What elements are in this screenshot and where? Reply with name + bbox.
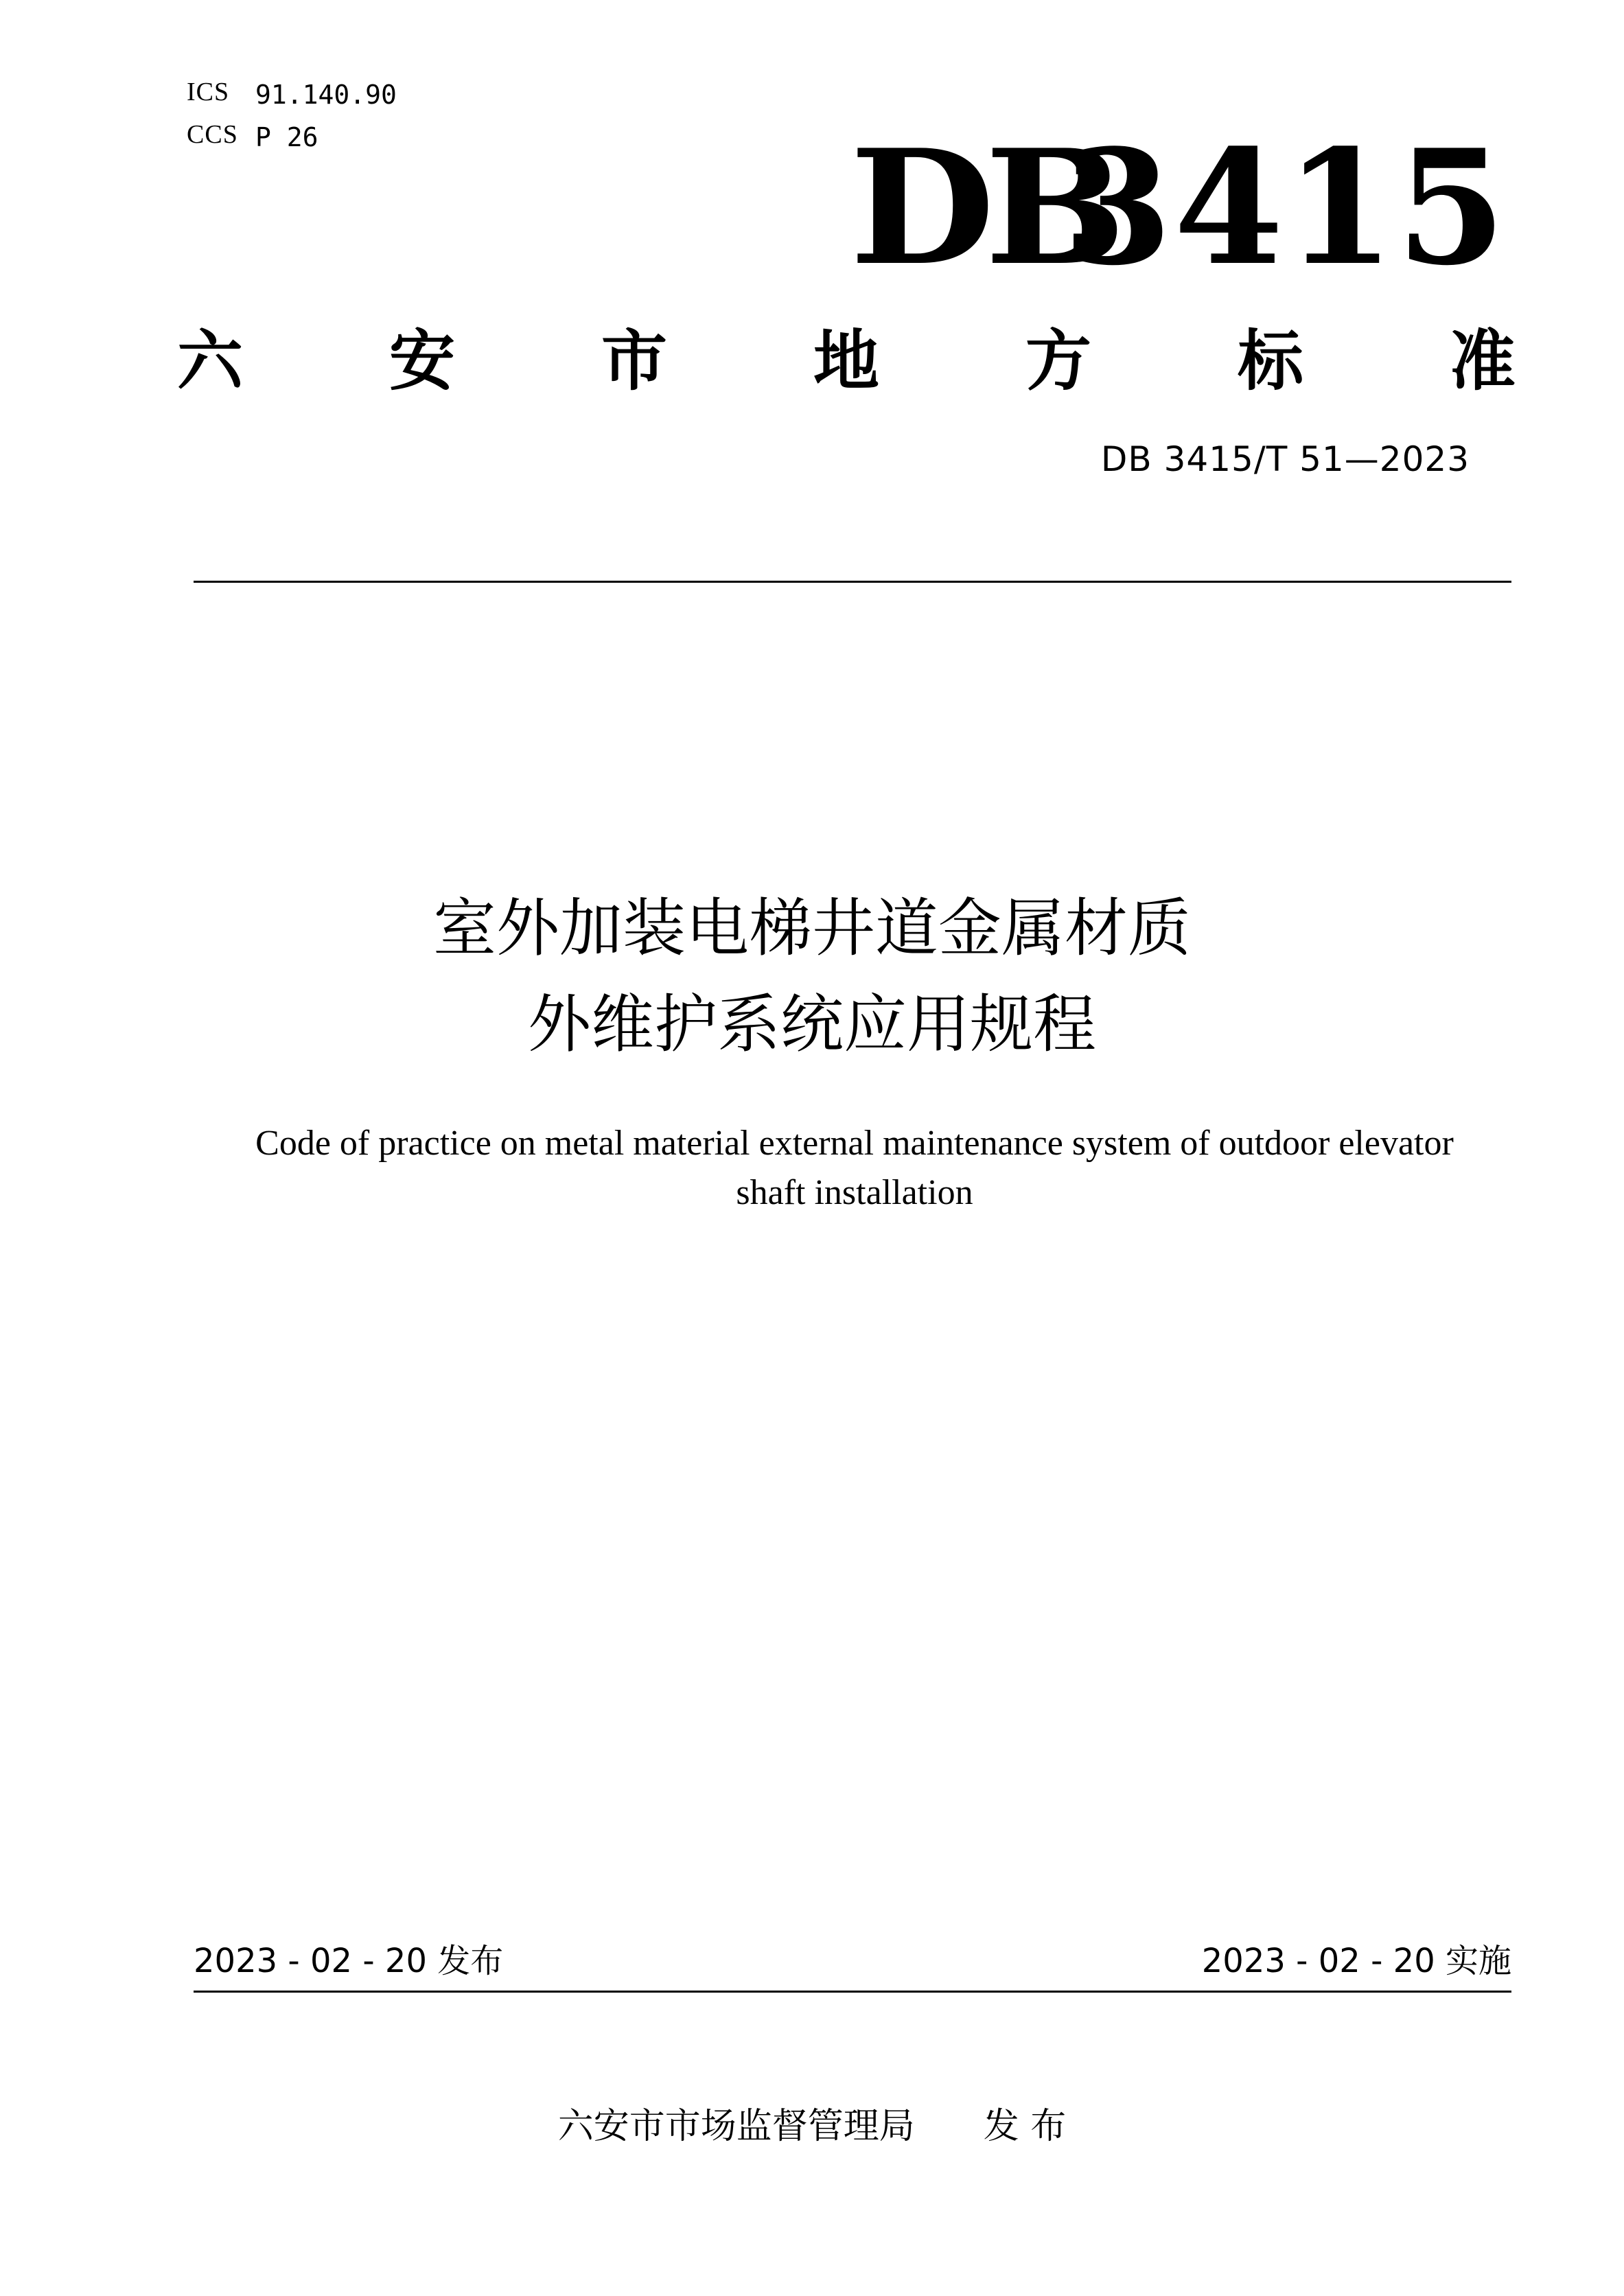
- title-zh-line2: 外维护系统应用规程: [527, 988, 1096, 1061]
- issuer-name: 六安市市场监督管理局: [557, 2106, 915, 2147]
- standard-type-char: 地: [813, 322, 879, 399]
- ics-label: ICS: [187, 78, 230, 106]
- standard-type-char: 市: [601, 322, 667, 399]
- header-divider: [194, 581, 1511, 583]
- standard-type-char: 六: [177, 322, 243, 399]
- issuer-action: 发 布: [983, 2106, 1067, 2147]
- publish-date: 2023 - 02 - 20 发布: [194, 1942, 504, 1980]
- standard-type-char: 安: [389, 322, 455, 399]
- implement-date: 2023 - 02 - 20 实施: [1201, 1942, 1511, 1980]
- title-zh-line1: 室外加装电梯井道金属材质: [432, 892, 1191, 965]
- standard-type-heading: [177, 314, 1516, 397]
- ics-value: 91.140.90: [255, 80, 397, 110]
- title-en-line2: shaft installation: [736, 1173, 973, 1212]
- issuer-line: [0, 2097, 1624, 2148]
- code-logo-number: 3415: [1063, 115, 1508, 301]
- standard-type-char: 标: [1238, 322, 1303, 399]
- standard-type-char: 方: [1025, 322, 1091, 399]
- ccs-value: P 26: [255, 122, 318, 152]
- standard-type-char: 准: [1450, 322, 1516, 399]
- ccs-label: CCS: [187, 120, 238, 149]
- standard-code-logo: [850, 115, 1508, 301]
- code-logo-prefix: DB: [850, 115, 1116, 301]
- title-en-line1: Code of practice on metal material external maintenance system of outdoor elevator: [255, 1124, 1454, 1163]
- footer-divider: [194, 1991, 1511, 1993]
- standard-number: DB 3415/T 51—2023: [1100, 439, 1470, 479]
